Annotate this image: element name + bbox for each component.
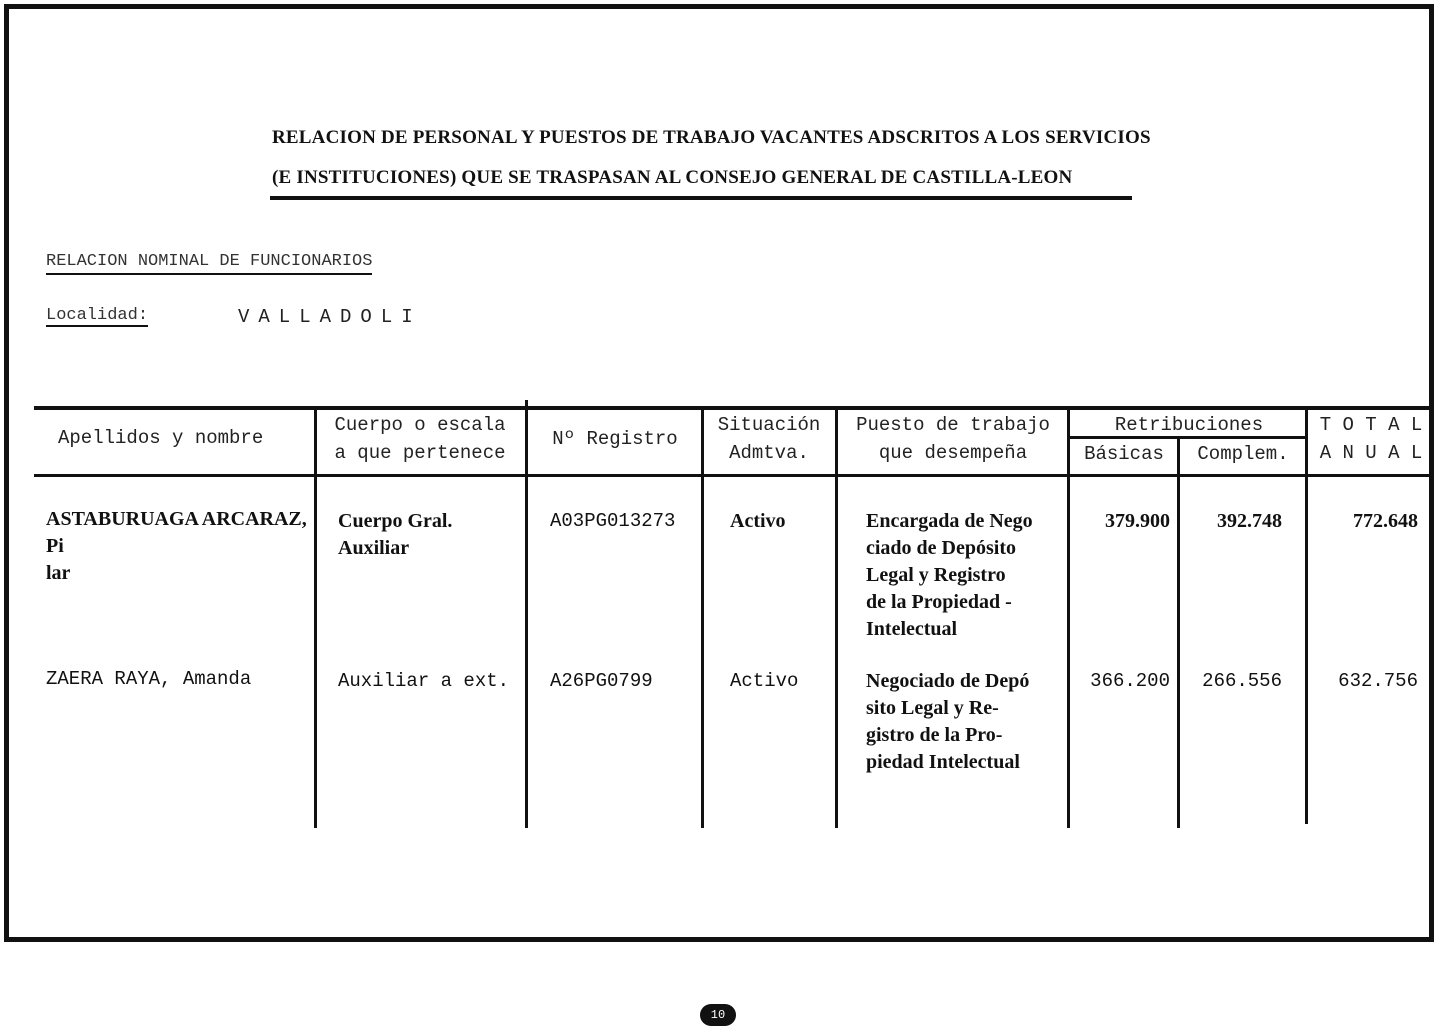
- table-row-2-body: Auxiliar a ext.: [338, 670, 510, 692]
- section-title: RELACION NOMINAL DE FUNCIONARIOS: [46, 252, 372, 275]
- col-divider: [1305, 410, 1308, 824]
- locality-value: VALLADOLI: [238, 306, 422, 328]
- title-line-1: RELACION DE PERSONAL Y PUESTOS DE TRABAJO VACANTES ADSCRITOS A LOS SERVICIOS: [272, 127, 1151, 148]
- header-retribuciones: Retribuciones: [1114, 414, 1264, 436]
- col-divider: [1067, 410, 1070, 828]
- table-row-2-registry: A26PG0799: [550, 670, 653, 692]
- header-status: Situación Admtva.: [717, 414, 821, 464]
- header-bottom-rule: [34, 474, 1434, 477]
- table-row-1-body: Cuerpo Gral. Auxiliar: [338, 510, 453, 559]
- table-row-1-status: Activo: [730, 510, 786, 532]
- locality-label: Localidad:: [46, 306, 149, 325]
- table-row-2-post: Negociado de Depó sito Legal y Re- gistro de la Pro- piedad Intelectual: [866, 670, 1030, 773]
- table-row-1-name: ASTABURUAGA ARCARAZ, Pi lar: [46, 508, 307, 584]
- col-divider: [314, 410, 317, 828]
- col-divider: [1177, 438, 1180, 828]
- table-row-2-name: ZAERA RAYA, Amanda: [46, 668, 252, 690]
- header-basicas: Básicas: [1084, 443, 1164, 465]
- table-row-1-registry: A03PG013273: [550, 510, 676, 532]
- title-line-2: (E INSTITUCIONES) QUE SE TRASPASAN AL CONSEJO GENERAL DE CASTILLA-LEON: [272, 167, 1073, 188]
- header-total: T O T A L A N U A L: [1319, 414, 1423, 464]
- header-name: Apellidos y nombre: [58, 427, 264, 449]
- table-top-rule: [34, 406, 1434, 410]
- table-row-2-total: 632.756: [1338, 670, 1418, 692]
- page-number: 10: [700, 1004, 736, 1026]
- header-registry: Nº Registro: [552, 428, 678, 450]
- table-row-1-total: 772.648: [1353, 510, 1418, 532]
- document-title: [272, 118, 1152, 198]
- table-row-1-complem: 392.748: [1217, 510, 1282, 532]
- col-divider: [701, 410, 704, 828]
- title-underline: [270, 196, 1132, 200]
- table-row-1-basic: 379.900: [1105, 510, 1170, 532]
- table-row-2-basic: 366.200: [1090, 670, 1170, 692]
- table-row-1-post: Encargada de Nego ciado de Depósito Legal y Registro de la Propiedad - Intelectual: [866, 510, 1033, 640]
- header-body: Cuerpo o escala a que pertenece: [334, 414, 506, 464]
- table-row-2-complem: 266.556: [1202, 670, 1282, 692]
- table-row-2-status: Activo: [730, 670, 799, 692]
- col-divider: [835, 410, 838, 828]
- header-post: Puesto de trabajo que desempeña: [856, 414, 1050, 464]
- header-complem: Complem.: [1197, 443, 1289, 465]
- col-divider: [525, 400, 528, 828]
